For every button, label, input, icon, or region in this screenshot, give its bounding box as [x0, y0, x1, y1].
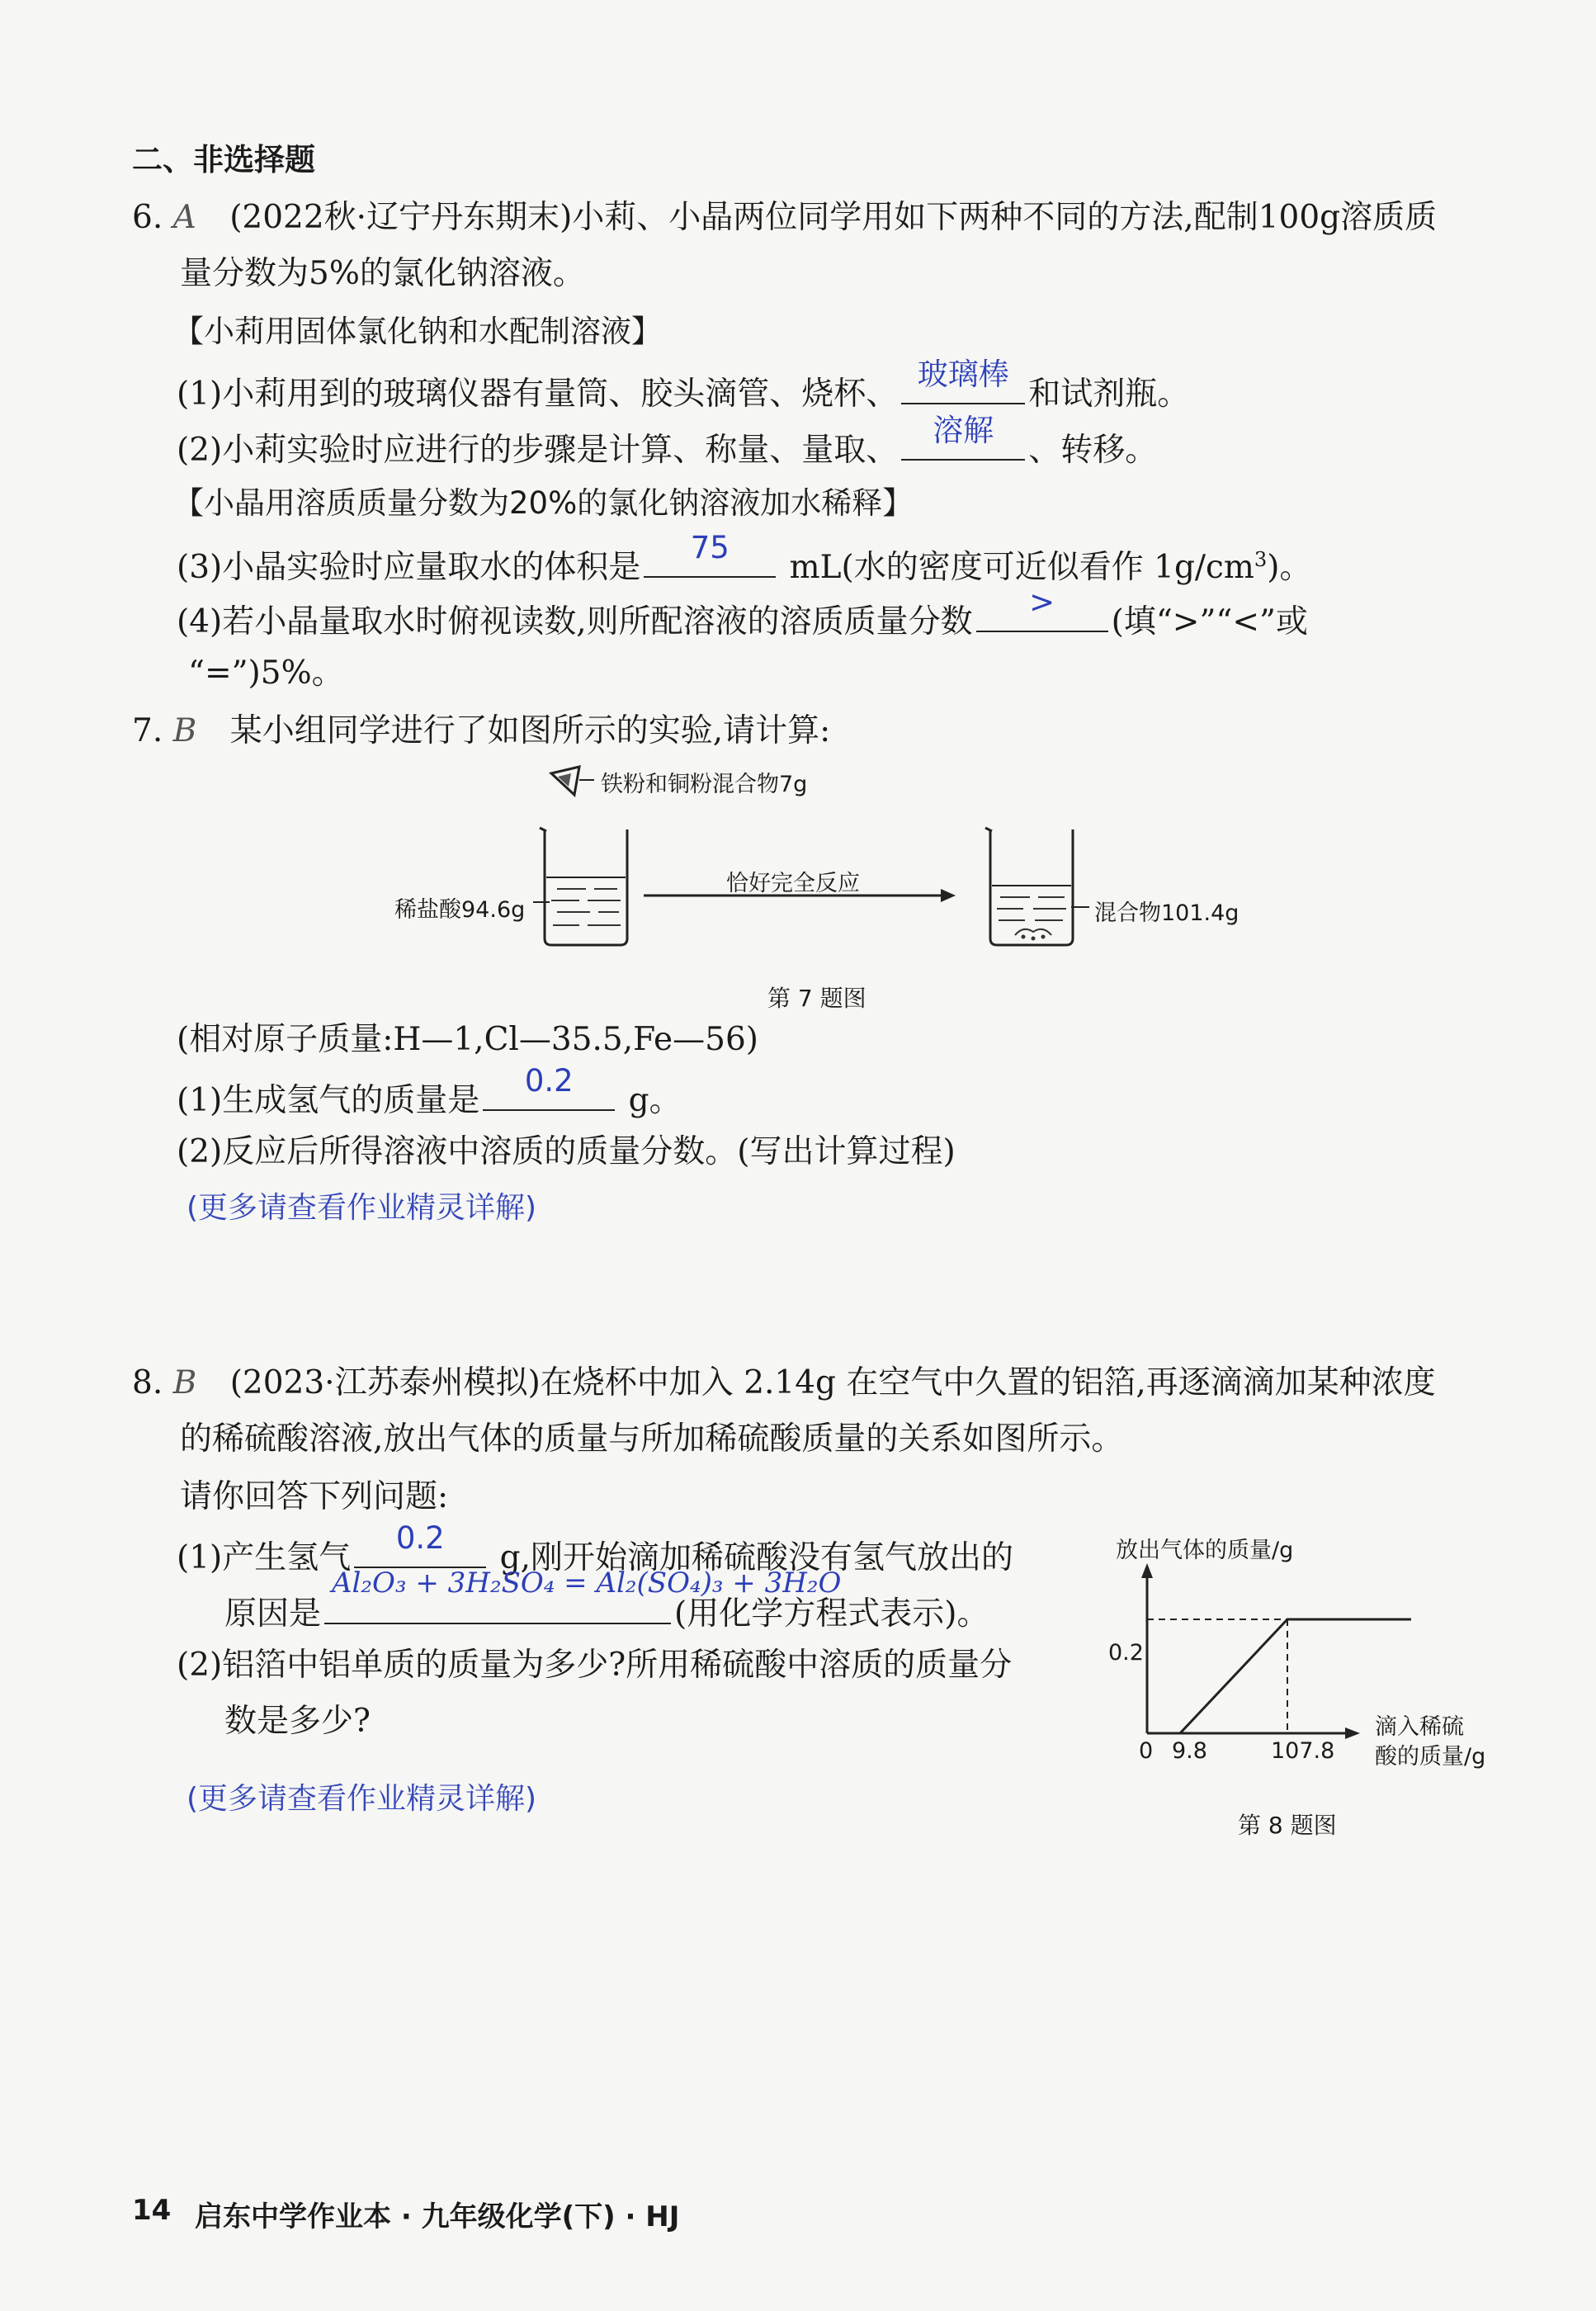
q8-line-1 [132, 1363, 1436, 1403]
q8-source: (2023·江苏泰州模拟) [229, 1364, 541, 1401]
q7-p2: (2)反应后所得溶液中溶质的质量分数。(写出计算过程) [177, 1133, 956, 1170]
chart-xlabel-1: 滴入稀硫 [1375, 1714, 1464, 1740]
q6-p1-text: (1)小莉用到的玻璃仪器有量筒、胶头滴管、烧杯、 [177, 376, 899, 413]
q7-atomic-mass: (相对原子质量:H—1,Cl—35.5,Fe—56) [177, 1021, 758, 1058]
spatula-icon [551, 767, 594, 795]
q6-p4-answer: > [1029, 584, 1055, 620]
q6-part1-title: 【小莉用固体氯化钠和水配制溶液】 [173, 314, 662, 349]
q6-p3-blank [644, 530, 776, 578]
q8-chart [1098, 1560, 1543, 1766]
q6-p4-text: (4)若小晶量取水时俯视读数,则所配溶液的溶质质量分数 [177, 603, 973, 640]
q6-line-1 [132, 198, 1437, 238]
q6-p3 [177, 530, 1312, 588]
q6-p2-answer: 溶解 [933, 413, 994, 448]
q7-p1-answer: 0.2 [524, 1063, 574, 1099]
q6-p3-text-end: )。 [1267, 549, 1312, 586]
q6-p1 [177, 357, 1190, 414]
q8-stem-1: 在烧杯中加入 2.14g 在空气中久置的铝箔,再逐滴滴加某种浓度 [540, 1364, 1436, 1401]
q7-mixture-label: 混合物101.4g [1094, 900, 1239, 926]
q6-level: A [172, 199, 196, 236]
q6-p4-cont: “=”)5%。 [188, 655, 344, 692]
q8-chart-caption: 第 8 题图 [1238, 1812, 1337, 1839]
y-tick-label: 0.2 [1108, 1640, 1144, 1666]
q7-arrow-label: 恰好完全反应 [726, 871, 860, 896]
q6-p3-text: (3)小晶实验时应量取水的体积是 [177, 549, 641, 586]
page-number: 14 [132, 2194, 172, 2227]
x-tick-label-107-8: 107.8 [1271, 1738, 1335, 1764]
q8-p2-line-2: 数是多少? [224, 1703, 371, 1740]
q7-line-1 [132, 711, 830, 751]
q8-p2-line-1: (2)铝箔中铝单质的质量为多少?所用稀硫酸中溶质的质量分 [177, 1647, 1013, 1684]
q8-detail-link[interactable]: (更多请查看作业精灵详解) [187, 1782, 537, 1816]
q8-number: 8. [132, 1364, 163, 1401]
q6-stem-1: 小莉、小晶两位同学用如下两种不同的方法,配制100g溶质质 [572, 199, 1438, 236]
q8-p1-reason-end: (用化学方程式表示)。 [674, 1595, 989, 1633]
chart-xlabel-2: 酸的质量/g [1375, 1744, 1486, 1770]
gas-mass-series-line [1147, 1619, 1411, 1733]
q8-p1-text: (1)产生氢气 [177, 1539, 352, 1576]
q7-detail-link[interactable]: (更多请查看作业精灵详解) [187, 1191, 537, 1225]
q8-p1-blank [354, 1520, 486, 1568]
book-title: 启东中学作业本 · 九年级化学(下) · HJ [195, 2200, 680, 2233]
q7-p1 [177, 1063, 682, 1121]
q6-number: 6. [132, 199, 163, 236]
q6-p4-text-end: (填“>”“<”或 [1111, 603, 1308, 640]
q7-p1-blank [483, 1063, 615, 1111]
q6-stem-2: 量分数为5%的氯化钠溶液。 [180, 255, 585, 292]
q6-p3-text-mid: mL(水的密度可近似看作 1g/cm [779, 549, 1254, 586]
beaker-left-icon [533, 828, 627, 945]
q6-p3-answer: 75 [690, 530, 730, 565]
q6-p2-text: (2)小莉实验时应进行的步骤是计算、称量、量取、 [177, 432, 899, 469]
q6-p2-text-end: 、转移。 [1028, 432, 1158, 469]
q8-p1-text-end: g,刚开始滴加稀硫酸没有氢气放出的 [489, 1539, 1014, 1576]
q7-level: B [172, 712, 197, 749]
q6-p4-blank [976, 584, 1108, 632]
q8-p1-equation-answer: Al₂O₃ + 3H₂SO₄ = Al₂(SO₄)₃ + 3H₂O [332, 1567, 842, 1600]
q8-level: B [172, 1364, 197, 1401]
q6-p1-answer: 玻璃棒 [917, 357, 1009, 392]
section-title: 二、非选择题 [132, 142, 315, 177]
x-tick-label-9-8: 9.8 [1172, 1738, 1207, 1764]
beaker-right-icon [985, 828, 1089, 945]
q7-number: 7. [132, 712, 163, 749]
origin-label: 0 [1139, 1738, 1154, 1764]
q7-powder-label: 铁粉和铜粉混合物7g [601, 772, 808, 797]
q6-p2-blank [901, 413, 1025, 461]
chart-ylabel: 放出气体的质量/g [1116, 1538, 1294, 1563]
q7-p1-text: (1)生成氢气的质量是 [177, 1082, 480, 1119]
q8-stem-2: 的稀硫酸溶液,放出气体的质量与所加稀硫酸质量的关系如图所示。 [180, 1420, 1124, 1458]
q6-part2-title: 【小晶用溶质质量分数为20%的氯化钠溶液加水稀释】 [173, 485, 914, 521]
q7-p1-text-end: g。 [618, 1082, 682, 1119]
q6-p4 [177, 584, 1308, 642]
q6-p1-blank [901, 357, 1025, 404]
q8-p1-reason-text: 原因是 [224, 1595, 322, 1633]
q8-p1-answer: 0.2 [395, 1520, 445, 1556]
q7-stem: 某小组同学进行了如图所示的实验,请计算: [229, 712, 831, 749]
q8-stem-3: 请你回答下列问题: [180, 1478, 449, 1515]
q7-acid-label: 稀盐酸94.6g [394, 897, 526, 923]
q6-p2 [177, 413, 1158, 470]
q6-p3-superscript: 3 [1254, 548, 1268, 571]
q6-source: (2022秋·辽宁丹东期末) [229, 199, 573, 236]
q6-p1-text-end: 和试剂瓶。 [1028, 376, 1190, 413]
q7-caption: 第 7 题图 [767, 985, 866, 1012]
